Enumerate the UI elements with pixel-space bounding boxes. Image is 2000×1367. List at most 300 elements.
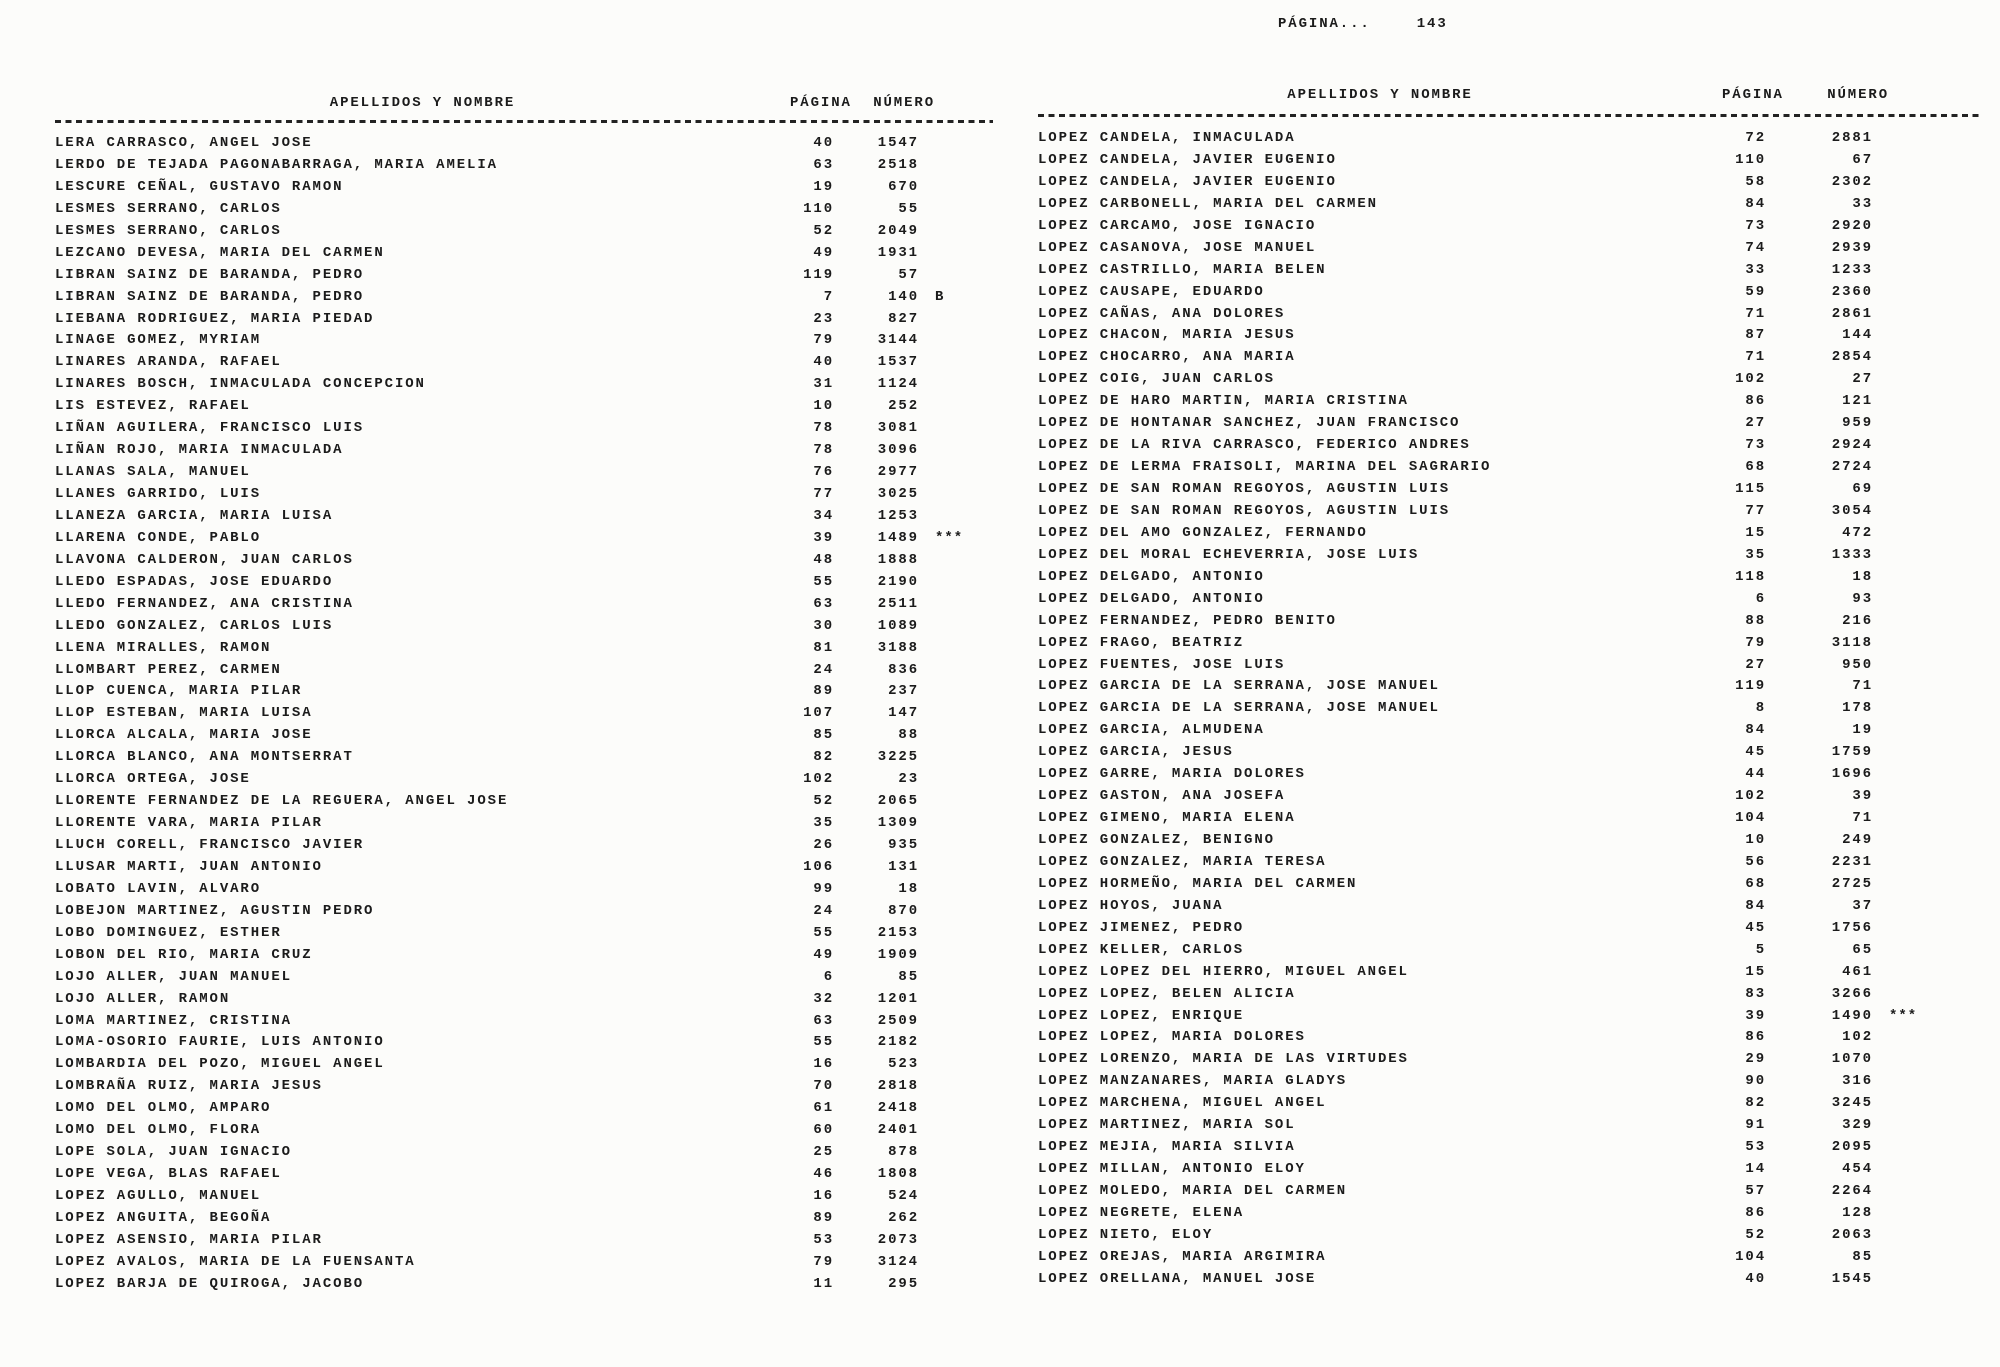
table-row (55, 396, 990, 418)
person-page: 79 (1745, 634, 1766, 651)
person-name: LIÑAN ROJO, MARIA INMACULADA (55, 442, 344, 459)
person-page: 110 (1735, 151, 1766, 168)
person-number: 3118 (1831, 634, 1873, 651)
person-name: LOPEZ GONZALEZ, BENIGNO (1038, 832, 1275, 848)
person-page: 63 (813, 1012, 834, 1029)
person-page: 55 (813, 1034, 834, 1051)
person-name: LOMBRAÑA RUIZ, MARIA JESUS (55, 1078, 323, 1095)
table-row (55, 791, 990, 813)
person-number: 2511 (877, 595, 919, 612)
person-page: 35 (813, 815, 834, 832)
table-row (55, 484, 990, 506)
person-page: 82 (813, 749, 834, 766)
person-number: 27 (1852, 371, 1873, 388)
person-number: 1909 (877, 946, 919, 963)
person-name: LOPEZ GARCIA DE LA SERRANA, JOSE MANUEL (1038, 678, 1440, 695)
person-name: LOPEZ ANGUITA, BEGOÑA (55, 1209, 272, 1226)
person-page: 6 (1755, 590, 1766, 607)
person-name: LOPEZ KELLER, CARLOS (1038, 941, 1245, 958)
person-number: 131 (888, 858, 919, 875)
person-number: 2049 (877, 222, 919, 239)
table-row (55, 177, 990, 199)
table-row (1038, 194, 1947, 216)
person-number: 1233 (1831, 261, 1873, 278)
person-number: 3144 (877, 332, 919, 349)
table-row (55, 901, 990, 923)
person-name: LOPEZ MARCHENA, MIGUEL ANGEL (1038, 1095, 1327, 1112)
person-number: 2920 (1831, 217, 1873, 234)
person-page: 59 (1745, 283, 1766, 300)
table-row (1038, 369, 1947, 391)
table-row (55, 747, 990, 769)
person-page: 79 (813, 332, 834, 349)
person-name: LOPEZ MOLEDO, MARIA DEL CARMEN (1038, 1183, 1348, 1199)
table-row (55, 1186, 990, 1208)
person-name: LOPEZ DEL AMO GONZALEZ, FERNANDO (1038, 524, 1368, 541)
table-row (1038, 545, 1947, 567)
person-page: 73 (1745, 437, 1766, 454)
person-number: 472 (1842, 524, 1873, 541)
person-name: LESCURE CEÑAL, GUSTAVO RAMON (55, 178, 344, 195)
person-page: 5 (1755, 941, 1766, 958)
person-name: LEZCANO DEVESA, MARIA DEL CARMEN (55, 244, 385, 261)
person-page: 27 (1745, 656, 1766, 673)
person-number: 262 (888, 1209, 919, 1226)
person-number: 18 (898, 880, 919, 897)
table-row (55, 572, 990, 594)
person-page: 33 (1745, 261, 1766, 278)
person-name: LOPEZ CAUSAPE, EDUARDO (1038, 283, 1265, 300)
person-number: 461 (1842, 963, 1873, 980)
person-number: 3025 (877, 486, 919, 502)
person-number: 454 (1842, 1161, 1873, 1178)
person-name: LOPEZ JIMENEZ, PEDRO (1038, 919, 1245, 936)
person-number: 93 (1852, 590, 1873, 607)
person-name: LOPEZ HOYOS, JUANA (1038, 897, 1224, 914)
person-page: 52 (813, 222, 834, 239)
person-page: 107 (803, 705, 834, 722)
person-name: LOPEZ CANDELA, INMACULADA (1038, 130, 1296, 146)
table-row (55, 1252, 990, 1274)
table-row (55, 725, 990, 747)
table-row (55, 1230, 990, 1252)
person-name: LOPEZ AVALOS, MARIA DE LA FUENSANTA (55, 1253, 416, 1270)
person-number: 959 (1842, 415, 1873, 432)
person-number: 1931 (877, 244, 919, 261)
table-row (55, 440, 990, 462)
table-row (55, 309, 990, 331)
person-number: 1756 (1831, 919, 1873, 936)
person-page: 119 (803, 266, 834, 283)
page-column-header: PÁGINA (790, 95, 852, 111)
person-name: LOPEZ CARBONELL, MARIA DEL CARMEN (1038, 195, 1378, 212)
person-number: 1070 (1831, 1051, 1873, 1068)
person-name: LOPEZ NEGRETE, ELENA (1038, 1204, 1245, 1221)
table-row (1038, 501, 1947, 523)
person-number: 23 (898, 771, 919, 788)
person-number: 2418 (877, 1100, 919, 1117)
person-page: 55 (813, 924, 834, 941)
person-page: 115 (1735, 481, 1766, 497)
table-row (1038, 347, 1947, 369)
person-name: LOPEZ COIG, JUAN CARLOS (1038, 371, 1275, 388)
table-row (55, 616, 990, 638)
person-page: 23 (813, 310, 834, 327)
person-page: 55 (813, 573, 834, 590)
person-name: LOPEZ DE LERMA FRAISOLI, MARINA DEL SAGRARIO (1038, 459, 1492, 476)
person-name: LOPEZ GASTON, ANA JOSEFA (1038, 788, 1286, 805)
person-page: 90 (1745, 1073, 1766, 1090)
person-name: LLANAS SALA, MANUEL (55, 464, 251, 481)
table-row (1038, 698, 1947, 720)
person-name: LOPEZ CHOCARRO, ANA MARIA (1038, 349, 1296, 366)
person-number: 71 (1852, 678, 1873, 695)
person-page: 45 (1745, 744, 1766, 761)
table-row (55, 813, 990, 835)
person-number: 2518 (877, 156, 919, 173)
table-row (1038, 1159, 1947, 1181)
person-number: 3225 (877, 749, 919, 766)
table-row (1038, 479, 1947, 501)
person-number: 2182 (877, 1034, 919, 1051)
person-name: LOPEZ LOPEZ, ENRIQUE (1038, 1007, 1245, 1024)
person-page: 52 (1745, 1226, 1766, 1243)
person-page: 44 (1745, 766, 1766, 783)
person-number: 2190 (877, 573, 919, 590)
person-page: 49 (813, 946, 834, 963)
person-number: 121 (1842, 393, 1873, 410)
person-page: 89 (813, 1209, 834, 1226)
person-name: LLUCH CORELL, FRANCISCO JAVIER (55, 837, 365, 853)
person-name: LOMA-OSORIO FAURIE, LUIS ANTONIO (55, 1034, 385, 1051)
table-row (55, 989, 990, 1011)
person-name: LOJO ALLER, JUAN MANUEL (55, 968, 292, 985)
person-page: 10 (813, 398, 834, 415)
person-number: 1089 (877, 617, 919, 634)
person-page: 39 (1745, 1007, 1766, 1024)
table-row (1038, 1027, 1947, 1049)
person-page: 102 (803, 771, 834, 788)
person-number: 2073 (877, 1231, 919, 1248)
person-number: 1489 (877, 529, 919, 546)
person-page: 73 (1745, 217, 1766, 234)
person-number: 37 (1852, 897, 1873, 914)
name-column-header: APELLIDOS Y NOMBRE (329, 95, 516, 111)
person-number: 295 (888, 1275, 919, 1292)
person-page: 15 (1745, 524, 1766, 541)
person-name: LOPEZ HORMEÑO, MARIA DEL CARMEN (1038, 875, 1358, 892)
person-number: 1696 (1831, 766, 1873, 783)
table-row (55, 660, 990, 682)
person-number: 71 (1852, 810, 1873, 827)
person-page: 57 (1745, 1183, 1766, 1199)
table-row (1038, 128, 1947, 150)
person-number: 1537 (877, 354, 919, 371)
person-name: LERA CARRASCO, ANGEL JOSE (55, 135, 313, 151)
table-row (1038, 720, 1947, 742)
person-number: 85 (898, 968, 919, 985)
person-number: 2401 (877, 1122, 919, 1139)
person-page: 84 (1745, 897, 1766, 914)
person-name: LINAGE GOMEZ, MYRIAM (55, 332, 262, 349)
person-name: LOPEZ MANZANARES, MARIA GLADYS (1038, 1073, 1348, 1090)
person-name: LOPEZ FUENTES, JOSE LUIS (1038, 656, 1286, 673)
person-note: *** (1889, 1007, 1918, 1024)
person-name: LLOMBART PEREZ, CARMEN (55, 661, 282, 678)
person-name: LOMA MARTINEZ, CRISTINA (55, 1012, 292, 1029)
person-number: 252 (888, 398, 919, 415)
person-page: 53 (1745, 1139, 1766, 1156)
person-number: 2939 (1831, 239, 1873, 256)
person-number: 2854 (1831, 349, 1873, 366)
person-page: 40 (813, 354, 834, 371)
table-row (1038, 172, 1947, 194)
person-name: LLEDO ESPADAS, JOSE EDUARDO (55, 573, 334, 590)
person-page: 77 (1745, 502, 1766, 519)
table-row (55, 835, 990, 857)
person-page: 60 (813, 1122, 834, 1139)
person-number: 2509 (877, 1012, 919, 1029)
person-number: 2818 (877, 1078, 919, 1095)
table-row (1038, 238, 1947, 260)
person-number: 3124 (877, 1253, 919, 1270)
person-name: LOPEZ FRAGO, BEATRIZ (1038, 634, 1245, 651)
table-row (1038, 1071, 1947, 1093)
person-page: 27 (1745, 415, 1766, 432)
person-page: 102 (1735, 371, 1766, 388)
table-row (55, 1054, 990, 1076)
table-row (55, 418, 990, 440)
person-name: LOBON DEL RIO, MARIA CRUZ (55, 946, 313, 963)
person-name: LOPEZ DE HONTANAR SANCHEZ, JUAN FRANCISCO (1038, 415, 1461, 432)
person-name: LLORCA ORTEGA, JOSE (55, 771, 251, 788)
table-row (55, 638, 990, 660)
table-row (55, 1032, 990, 1054)
person-number: 524 (888, 1188, 919, 1204)
person-name: LIEBANA RODRIGUEZ, MARIA PIEDAD (55, 310, 375, 327)
table-row (1038, 808, 1947, 830)
person-page: 85 (813, 727, 834, 744)
table-row (55, 857, 990, 879)
person-number: 2725 (1831, 875, 1873, 892)
person-page: 26 (813, 837, 834, 853)
person-name: LLORENTE FERNANDEZ DE LA REGUERA, ANGEL JOSE (55, 793, 509, 810)
person-number: 2924 (1831, 437, 1873, 454)
person-page: 79 (813, 1253, 834, 1270)
person-number: 3245 (1831, 1095, 1873, 1112)
person-name: LIBRAN SAINZ DE BARANDA, PEDRO (55, 266, 365, 283)
person-name: LLANES GARRIDO, LUIS (55, 486, 262, 502)
table-row (1038, 216, 1947, 238)
person-number: 144 (1842, 327, 1873, 344)
table-row (1038, 676, 1947, 698)
person-number: 33 (1852, 195, 1873, 212)
table-row (1038, 830, 1947, 852)
table-row (1038, 1115, 1947, 1137)
person-page: 6 (823, 968, 834, 985)
person-name: LOBEJON MARTINEZ, AGUSTIN PEDRO (55, 902, 375, 919)
person-page: 86 (1745, 1029, 1766, 1046)
person-number: 237 (888, 683, 919, 700)
person-name: LOPEZ GONZALEZ, MARIA TERESA (1038, 853, 1327, 870)
table-row (1038, 391, 1947, 413)
person-number: 67 (1852, 151, 1873, 168)
person-name: LOPEZ BARJA DE QUIROGA, JACOBO (55, 1275, 365, 1292)
table-row (1038, 633, 1947, 655)
person-page: 118 (1735, 568, 1766, 585)
person-page: 52 (813, 793, 834, 810)
table-row (55, 133, 990, 155)
person-name: LOMO DEL OLMO, FLORA (55, 1122, 262, 1139)
person-page: 31 (813, 376, 834, 393)
person-number: 2977 (877, 464, 919, 481)
column-header-row (1038, 87, 1947, 103)
person-page: 78 (813, 442, 834, 459)
person-page: 102 (1735, 788, 1766, 805)
person-page: 68 (1745, 875, 1766, 892)
person-number: 3081 (877, 420, 919, 437)
person-page: 45 (1745, 919, 1766, 936)
person-name: LOPEZ DELGADO, ANTONIO (1038, 568, 1265, 585)
table-row (1038, 896, 1947, 918)
person-number: 1309 (877, 815, 919, 832)
table-row (55, 199, 990, 221)
person-page: 78 (813, 420, 834, 437)
person-page: 16 (813, 1056, 834, 1073)
person-page: 81 (813, 639, 834, 656)
table-row (1038, 1247, 1947, 1269)
person-number: 1547 (877, 135, 919, 151)
person-number: 3188 (877, 639, 919, 656)
table-row (55, 879, 990, 901)
column-header-row (55, 95, 990, 111)
person-number: 3054 (1831, 502, 1873, 519)
person-name: LOMBARDIA DEL POZO, MIGUEL ANGEL (55, 1056, 385, 1073)
person-number: 85 (1852, 1248, 1873, 1265)
person-page: 35 (1745, 546, 1766, 563)
table-row (55, 330, 990, 352)
person-name: LLORCA BLANCO, ANA MONTSERRAT (55, 749, 354, 766)
person-page: 63 (813, 595, 834, 612)
person-page: 32 (813, 990, 834, 1007)
person-name: LLOP CUENCA, MARIA PILAR (55, 683, 303, 700)
person-name: LOPEZ GARCIA DE LA SERRANA, JOSE MANUEL (1038, 700, 1440, 717)
person-number: 1888 (877, 551, 919, 568)
table-row (1038, 1203, 1947, 1225)
person-name: LESMES SERRANO, CARLOS (55, 200, 282, 217)
person-name: LOPEZ CANDELA, JAVIER EUGENIO (1038, 151, 1337, 168)
person-name: LOJO ALLER, RAMON (55, 990, 231, 1007)
table-row (55, 155, 990, 177)
table-row (1038, 1225, 1947, 1247)
table-row (1038, 764, 1947, 786)
table-row (55, 1208, 990, 1230)
person-page: 58 (1745, 173, 1766, 190)
person-name: LOPEZ CASANOVA, JOSE MANUEL (1038, 239, 1317, 256)
person-page: 61 (813, 1100, 834, 1117)
number-column-header: NÚMERO (873, 95, 935, 111)
person-name: LLAVONA CALDERON, JUAN CARLOS (55, 551, 354, 568)
person-name: LOPE VEGA, BLAS RAFAEL (55, 1166, 282, 1183)
person-number: 1490 (1831, 1007, 1873, 1024)
person-page: 16 (813, 1188, 834, 1204)
table-row (1038, 457, 1947, 479)
person-page: 34 (813, 507, 834, 524)
table-row (1038, 1137, 1947, 1159)
person-name: LLORCA ALCALA, MARIA JOSE (55, 727, 313, 744)
table-row (55, 1142, 990, 1164)
person-page: 10 (1745, 832, 1766, 848)
person-name: LOPEZ MILLAN, ANTONIO ELOY (1038, 1161, 1306, 1178)
person-name: LOPEZ LOPEZ, MARIA DOLORES (1038, 1029, 1306, 1046)
person-number: 316 (1842, 1073, 1873, 1090)
person-page: 104 (1735, 1248, 1766, 1265)
table-row (1038, 918, 1947, 940)
person-page: 15 (1745, 963, 1766, 980)
person-name: LIS ESTEVEZ, RAFAEL (55, 398, 251, 415)
person-number: 523 (888, 1056, 919, 1073)
person-number: 178 (1842, 700, 1873, 717)
person-number: 18 (1852, 568, 1873, 585)
person-page: 82 (1745, 1095, 1766, 1112)
header-divider (55, 120, 993, 123)
person-name: LOPEZ AGULLO, MANUEL (55, 1188, 262, 1204)
person-number: 1201 (877, 990, 919, 1007)
person-name: LOPEZ DE HARO MARTIN, MARIA CRISTINA (1038, 393, 1409, 410)
person-name: LOPEZ CARCAMO, JOSE IGNACIO (1038, 217, 1317, 234)
person-number: 950 (1842, 656, 1873, 673)
person-number: 55 (898, 200, 919, 217)
person-name: LERDO DE TEJADA PAGONABARRAGA, MARIA AMELIA (55, 156, 498, 173)
person-page: 91 (1745, 1117, 1766, 1134)
person-name: LOPE SOLA, JUAN IGNACIO (55, 1144, 292, 1161)
person-number: 1333 (1831, 546, 1873, 563)
table-row (1038, 1181, 1947, 1203)
table-row (1038, 984, 1947, 1006)
person-name: LOPEZ LOPEZ, BELEN ALICIA (1038, 985, 1296, 1002)
person-name: LOPEZ ORELLANA, MANUEL JOSE (1038, 1270, 1317, 1287)
table-row (1038, 1006, 1947, 1028)
person-number: 2724 (1831, 459, 1873, 476)
person-page: 83 (1745, 985, 1766, 1002)
person-page: 110 (803, 200, 834, 217)
person-page: 40 (813, 135, 834, 151)
person-name: LOPEZ CAÑAS, ANA DOLORES (1038, 305, 1286, 322)
person-page: 29 (1745, 1051, 1766, 1068)
person-name: LOPEZ MEJIA, MARIA SILVIA (1038, 1139, 1296, 1156)
person-number: 878 (888, 1144, 919, 1161)
person-page: 53 (813, 1231, 834, 1248)
table-row (55, 703, 990, 725)
table-row (1038, 150, 1947, 172)
table-row (1038, 962, 1947, 984)
page-header-number: 143 (1416, 16, 1448, 32)
person-number: 1124 (877, 376, 919, 393)
table-row (55, 1274, 990, 1296)
table-row (1038, 852, 1947, 874)
number-column-header: NÚMERO (1827, 87, 1889, 103)
person-name: LOMO DEL OLMO, AMPARO (55, 1100, 272, 1117)
table-row (55, 221, 990, 243)
person-number: 2095 (1831, 1139, 1873, 1156)
table-row (1038, 435, 1947, 457)
person-page: 56 (1745, 853, 1766, 870)
person-number: 249 (1842, 832, 1873, 848)
person-page: 74 (1745, 239, 1766, 256)
person-name: LLEDO GONZALEZ, CARLOS LUIS (55, 617, 334, 634)
person-name: LOPEZ OREJAS, MARIA ARGIMIRA (1038, 1248, 1327, 1265)
person-name: LOPEZ GARCIA, JESUS (1038, 744, 1234, 761)
